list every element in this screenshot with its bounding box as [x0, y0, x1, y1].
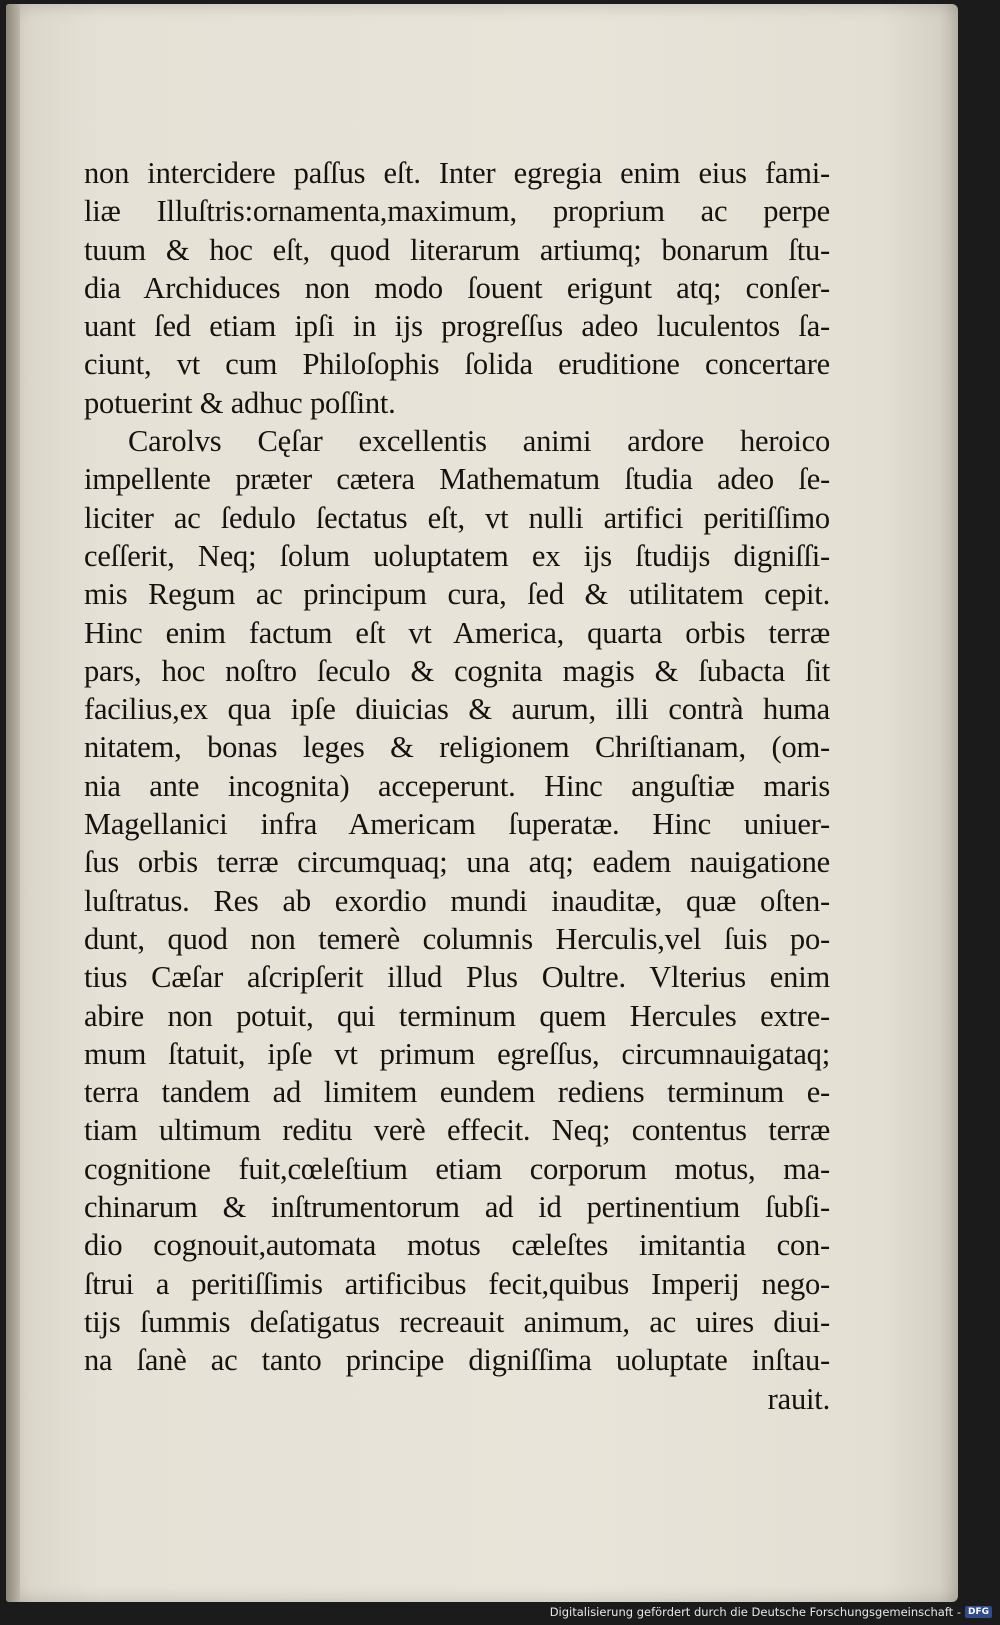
book-page [6, 4, 958, 1602]
text-line: cognitione fuit,cœleſtium etiam corporum motus, ma- [84, 1151, 830, 1186]
text-line: facilius,ex qua ipſe diuicias & aurum, illi contrà huma [84, 692, 830, 727]
text-line: mum ſtatuit, ipſe vt primum egreſſus, circumnauigataq; [84, 1036, 830, 1071]
text-line: abire non potuit, qui terminum quem Hercules extre- [84, 998, 830, 1033]
text-line: chinarum & inſtrumentorum ad id pertinentium ſubſi- [84, 1190, 830, 1225]
text-line: non intercidere paſſus eſt. Inter egregia enim eius fami- [84, 156, 830, 190]
page-gutter [6, 4, 20, 1602]
text-line: potuerint & adhuc poſſint. [84, 385, 396, 420]
text-line: mis Regum ac principum cura, ſed & utilitatem cepit. [84, 577, 830, 612]
text-line: tuum & hoc eſt, quod literarum artiumq; bonarum ſtu- [84, 232, 830, 267]
text-line: tiam ultimum reditu verè effecit. Neq; contentus terræ [84, 1113, 830, 1148]
text-line: ſus orbis terræ circumquaq; una atq; eadem nauigatione [84, 845, 830, 880]
text-line: ciunt, vt cum Philoſophis ſolida eruditione concertare [84, 347, 830, 382]
text-line: nitatem, bonas leges & religionem Chriſtianam, (om- [84, 730, 830, 765]
text-line: dunt, quod non temerè columnis Herculis,vel ſuis po- [84, 921, 830, 956]
dfg-logo: DFG [965, 1606, 992, 1618]
text-line: liæ Illuſtris:ornamenta,maximum, proprium ac perpe [84, 194, 830, 229]
footer-credit-text: Digitalisierung gefördert durch die Deutsche Forschungsgemeinschaft - [549, 1605, 961, 1619]
text-line: Hinc enim factum eſt vt America, quarta orbis terræ [84, 615, 830, 650]
text-line: dia Archiduces non modo ſouent erigunt atq; conſer- [84, 270, 830, 305]
text-line: tius Cæſar aſcripſerit illud Plus Oultre. Vlterius enim [84, 960, 830, 995]
text-line: liciter ac ſedulo ſectatus eſt, vt nulli artifici peritiſſimo [84, 500, 830, 535]
text-line: uant ſed etiam ipſi in ijs progreſſus adeo luculentos ſa- [84, 309, 830, 344]
text-line: ceſſerit, Neq; ſolum uoluptatem ex ijs ſtudijs digniſſi- [84, 538, 830, 573]
paragraph-start-line: Carolvs Cęſar excellentis animi ardore heroico [128, 424, 830, 459]
digitization-footer [550, 1603, 992, 1621]
text-line: nia ante incognita) acceperunt. Hinc anguſtiæ maris [84, 768, 830, 803]
text-line: impellente præter cætera Mathematum ſtudia adeo ſe- [84, 462, 830, 497]
text-line: dio cognouit,automata motus cæleſtes imitantia con- [84, 1228, 830, 1263]
text-line: tijs ſummis deſatigatus recreauit animum, ac uires diui- [84, 1304, 830, 1339]
text-line: Magellanici infra Americam ſuperatæ. Hinc uniuer- [84, 807, 830, 842]
page-text-block [84, 154, 830, 1418]
text-line: luſtratus. Res ab exordio mundi inauditæ, quæ oſten- [84, 883, 830, 918]
text-line: terra tandem ad limitem eundem rediens terminum e- [84, 1075, 830, 1110]
text-line: pars, hoc noſtro ſeculo & cognita magis & ſubacta ſit [84, 653, 830, 688]
catchword: rauit. [767, 1381, 830, 1416]
text-line: ſtrui a peritiſſimis artificibus fecit,quibus Imperij nego- [84, 1266, 830, 1301]
text-line: na ſanè ac tanto principe digniſſima uoluptate inſtau- [84, 1343, 830, 1378]
